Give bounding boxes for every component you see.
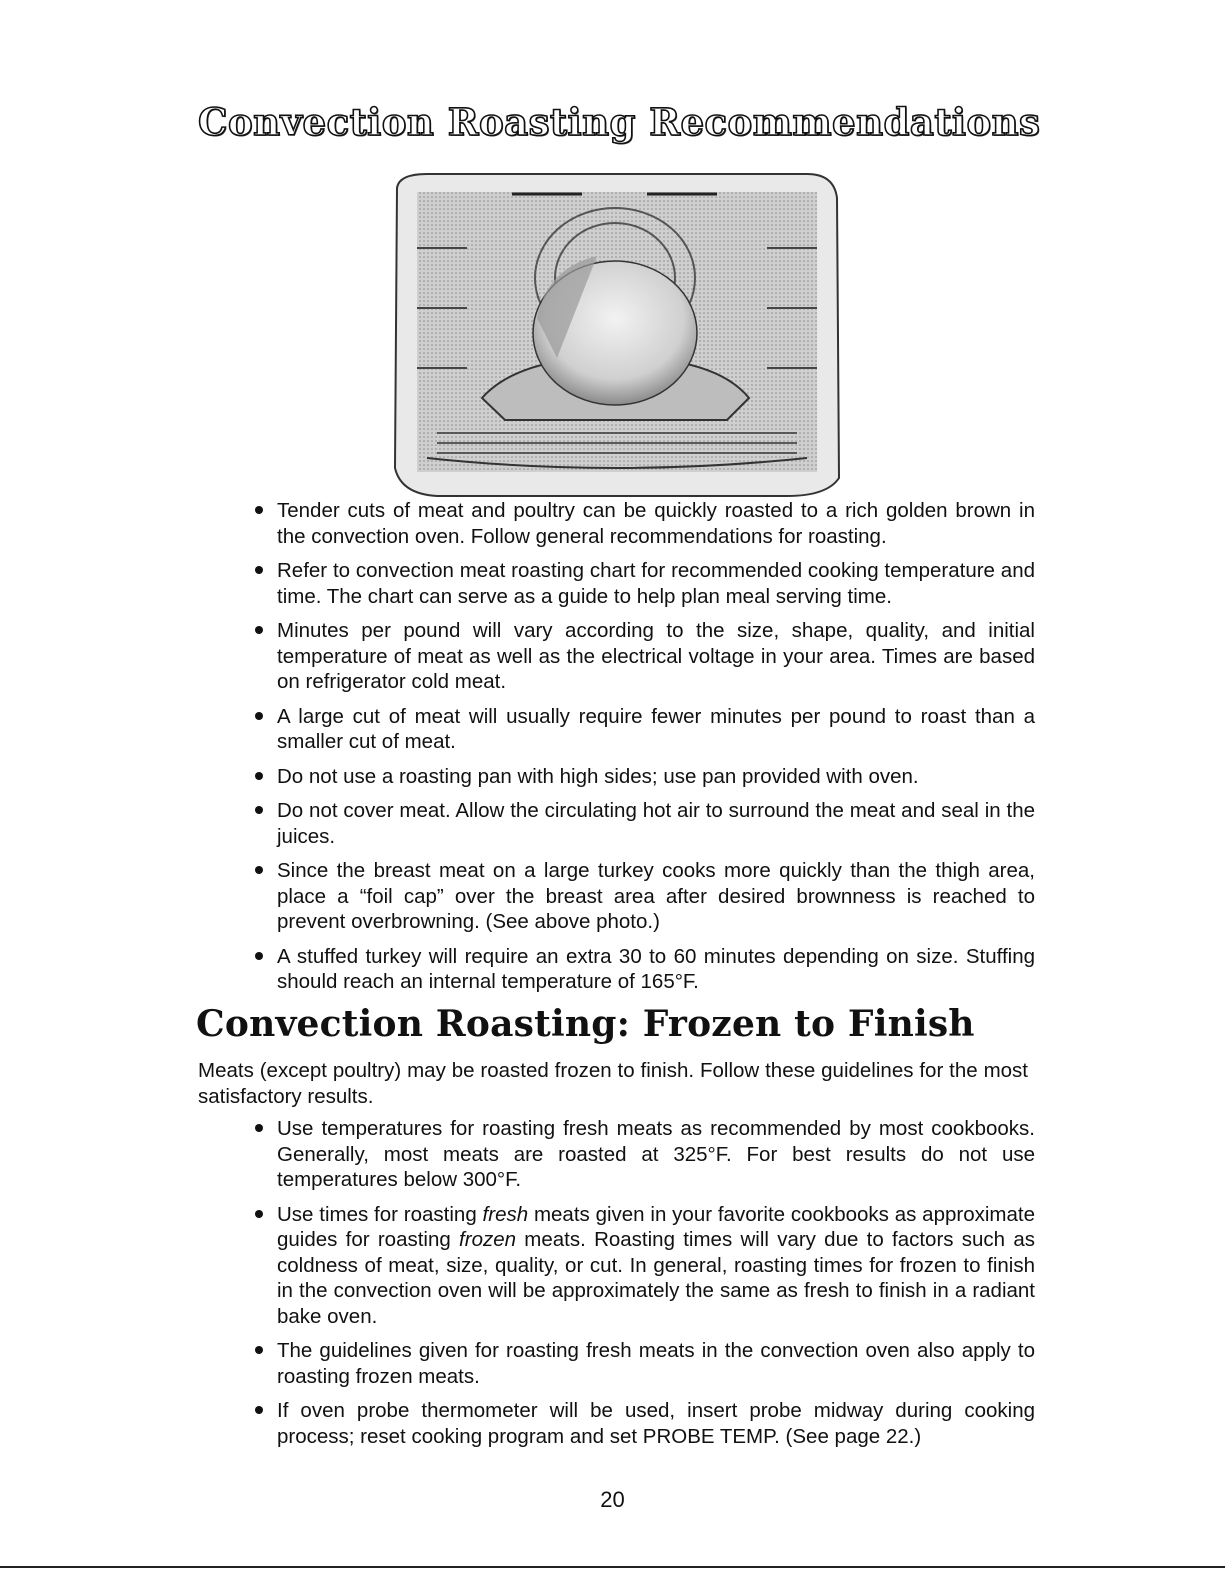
- list-item: A large cut of meat will usually require fewer minutes per pound to roast than a smaller cut of meat.: [255, 704, 1035, 755]
- roasting-recommendations-list: [255, 498, 1035, 1004]
- list-item: A stuffed turkey will require an extra 30 to 60 minutes depending on size. Stuffing should reach an internal temperature of 165°F.: [255, 944, 1035, 995]
- bullet-icon: [255, 772, 263, 780]
- bullet-icon: [255, 712, 263, 720]
- list-item: Since the breast meat on a large turkey cooks more quickly than the thigh area, place a “foil cap” over the breast area after desired brownness is reached to prevent overbrowning. (See above photo.): [255, 858, 1035, 935]
- page-bottom-rule: [0, 1566, 1225, 1568]
- list-item: The guidelines given for roasting fresh meats in the convection oven also apply to roasting frozen meats.: [255, 1338, 1035, 1389]
- bullet-icon: [255, 806, 263, 814]
- page-number: 20: [600, 1487, 625, 1512]
- list-item: Use times for roasting fresh meats given in your favorite cookbooks as approximate guides for roasting frozen meats. Roasting times will vary due to factors such as coldness of meat, size, quality, or cut. In general, roasting times for frozen to finish in the convection oven will be approximately the same as fresh to finish in a radiant bake oven.: [255, 1202, 1035, 1330]
- list-item: Tender cuts of meat and poultry can be quickly roasted to a rich golden brown in the convection oven. Follow general recommendations for roasting.: [255, 498, 1035, 549]
- section-title-frozen-to-finish: Convection Roasting: Frozen to Finish: [196, 1003, 975, 1045]
- list-item: Minutes per pound will vary according to the size, shape, quality, and initial temperature of meat as well as the electrical voltage in your area. Times are based on refrigerator cold meat.: [255, 618, 1035, 695]
- bullet-icon: [255, 1210, 263, 1218]
- list-item: Do not cover meat. Allow the circulating hot air to surround the meat and seal in the juices.: [255, 798, 1035, 849]
- bullet-icon: [255, 952, 263, 960]
- frozen-guidelines-list: [255, 1116, 1035, 1458]
- section-intro: Meats (except poultry) may be roasted frozen to finish. Follow these guidelines for the most satisfactory results.: [198, 1059, 1028, 1108]
- bullet-icon: [255, 866, 263, 874]
- bullet-icon: [255, 1406, 263, 1414]
- bullet-icon: [255, 626, 263, 634]
- bullet-icon: [255, 566, 263, 574]
- section-title-recommendations: Convection Roasting Recommendations: [198, 100, 1041, 144]
- bullet-icon: [255, 1124, 263, 1132]
- list-item: Refer to convection meat roasting chart for recommended cooking temperature and time. The chart can serve as a guide to help plan meal serving time.: [255, 558, 1035, 609]
- bullet-icon: [255, 1346, 263, 1354]
- list-item: If oven probe thermometer will be used, insert probe midway during cooking process; reset cooking program and set PROBE TEMP. (See page 22.): [255, 1398, 1035, 1449]
- oven-turkey-photo: [387, 168, 844, 498]
- list-item: Do not use a roasting pan with high sides; use pan provided with oven.: [255, 764, 1035, 790]
- bullet-icon: [255, 506, 263, 514]
- list-item: Use temperatures for roasting fresh meats as recommended by most cookbooks. Generally, most meats are roasted at 325°F. For best results do not use temperatures below 300°F.: [255, 1116, 1035, 1193]
